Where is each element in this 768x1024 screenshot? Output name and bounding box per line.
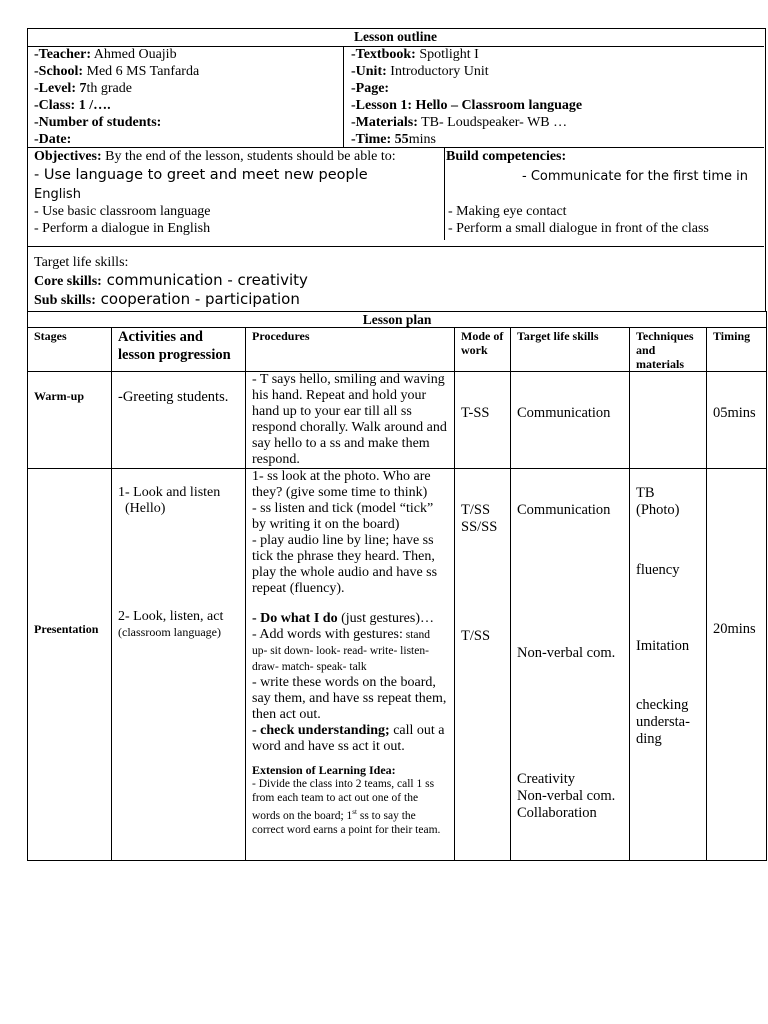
objective-item: - Use basic classroom language <box>34 204 211 219</box>
lesson-plan-title: Lesson plan <box>28 312 767 328</box>
teacher-field: -Teacher: Ahmed Ouajib <box>34 47 177 62</box>
column-divider <box>343 46 344 147</box>
header-mode: Mode of work <box>455 328 511 372</box>
mode-cell: T-SS <box>455 372 511 469</box>
class-field: -Class: 1 /…. <box>34 98 111 113</box>
competency-item: - Perform a small dialogue in front of the class <box>448 221 709 236</box>
stage-cell: Warm-up <box>28 372 112 469</box>
procedure-cell: - T says hello, smiling and waving his hand. Repeat and hold your hand up to your ear till all ss respond chorally. Walk around and say hello to a ss and make them respond. <box>246 372 455 469</box>
header-timing: Timing <box>707 328 767 372</box>
objective-item: - Use language to greet and meet new people <box>34 167 368 183</box>
activity-cell: 1- Look and listen (Hello) 2- Look, listen, act (classroom language) <box>112 469 246 861</box>
target-life-skills-label: Target life skills: <box>34 255 129 270</box>
header-stages: Stages <box>28 328 112 372</box>
textbook-field: -Textbook: Spotlight I <box>351 47 479 62</box>
divider <box>27 246 764 247</box>
target-cell: Communication <box>511 372 630 469</box>
target-cell: Communication Non-verbal com. Creativity Non-verbal com. Collaboration <box>511 469 630 861</box>
page-field: -Page: <box>351 81 390 96</box>
objective-item: - Perform a dialogue in English <box>34 221 211 236</box>
header-target-life-skills: Target life skills <box>511 328 630 372</box>
date-field: -Date: <box>34 132 72 147</box>
competencies-heading: Build competencies: <box>446 149 567 164</box>
timing-cell: 05mins <box>707 372 767 469</box>
sub-skills: Sub skills: cooperation - participation <box>34 290 300 308</box>
lesson-plan-table <box>27 311 767 861</box>
procedure-cell: 1- ss look at the photo. Who are they? (give some time to think) - ss listen and tick (model “tick” by writing it on the board) - play audio line by line; have ss tick the phrase they heard. Then, play the whole audio and have ss repeat (fluency). - Do what I do (just gestures)… - Add words with gestures: stand up- sit down- look- read- write- listen- draw- match- speak- talk - write these words on the board, say them, and have ss repeat them, then act out. - check understanding; call out a word and have ss act it out. Extension of Learning Idea: - Divide the class into 2 teams, call 1 ss from each team to act out one of the words on the board; 1st ss to say the correct word earns a point for their team. <box>246 469 455 861</box>
number-of-students-field: -Number of students: <box>34 115 162 130</box>
competency-item: - Communicate for the first time in <box>522 169 748 184</box>
mode-cell: T/SS SS/SS T/SS <box>455 469 511 861</box>
header-activities: Activities and lesson progression <box>112 328 246 372</box>
level-field: -Level: 7th grade <box>34 81 132 96</box>
activity-cell: -Greeting students. <box>112 372 246 469</box>
header-techniques: Techniques and materials <box>630 328 707 372</box>
column-divider <box>444 148 445 240</box>
materials-field: -Materials: TB- Loudspeaker- WB … <box>351 115 568 130</box>
timing-cell: 20mins <box>707 469 767 861</box>
techniques-cell <box>630 372 707 469</box>
stage-cell: Presentation <box>28 469 112 861</box>
outline-title: Lesson outline <box>354 29 437 44</box>
objective-item-continued: English <box>34 187 81 202</box>
objectives-heading: Objectives: By the end of the lesson, students should be able to: <box>34 149 396 164</box>
table-row <box>28 372 767 469</box>
techniques-cell: TB (Photo) fluency Imitation checking understa-ding <box>630 469 707 861</box>
table-row <box>28 469 767 861</box>
school-field: -School: Med 6 MS Tanfarda <box>34 64 200 79</box>
core-skills: Core skills: communication - creativity <box>34 271 308 289</box>
header-procedures: Procedures <box>246 328 455 372</box>
competency-item: - Making eye contact <box>448 204 567 219</box>
lesson-field: -Lesson 1: Hello – Classroom language <box>351 98 583 113</box>
table-header-row <box>28 328 767 372</box>
unit-field: -Unit: Introductory Unit <box>351 64 489 79</box>
time-field: -Time: 55mins <box>351 132 436 147</box>
